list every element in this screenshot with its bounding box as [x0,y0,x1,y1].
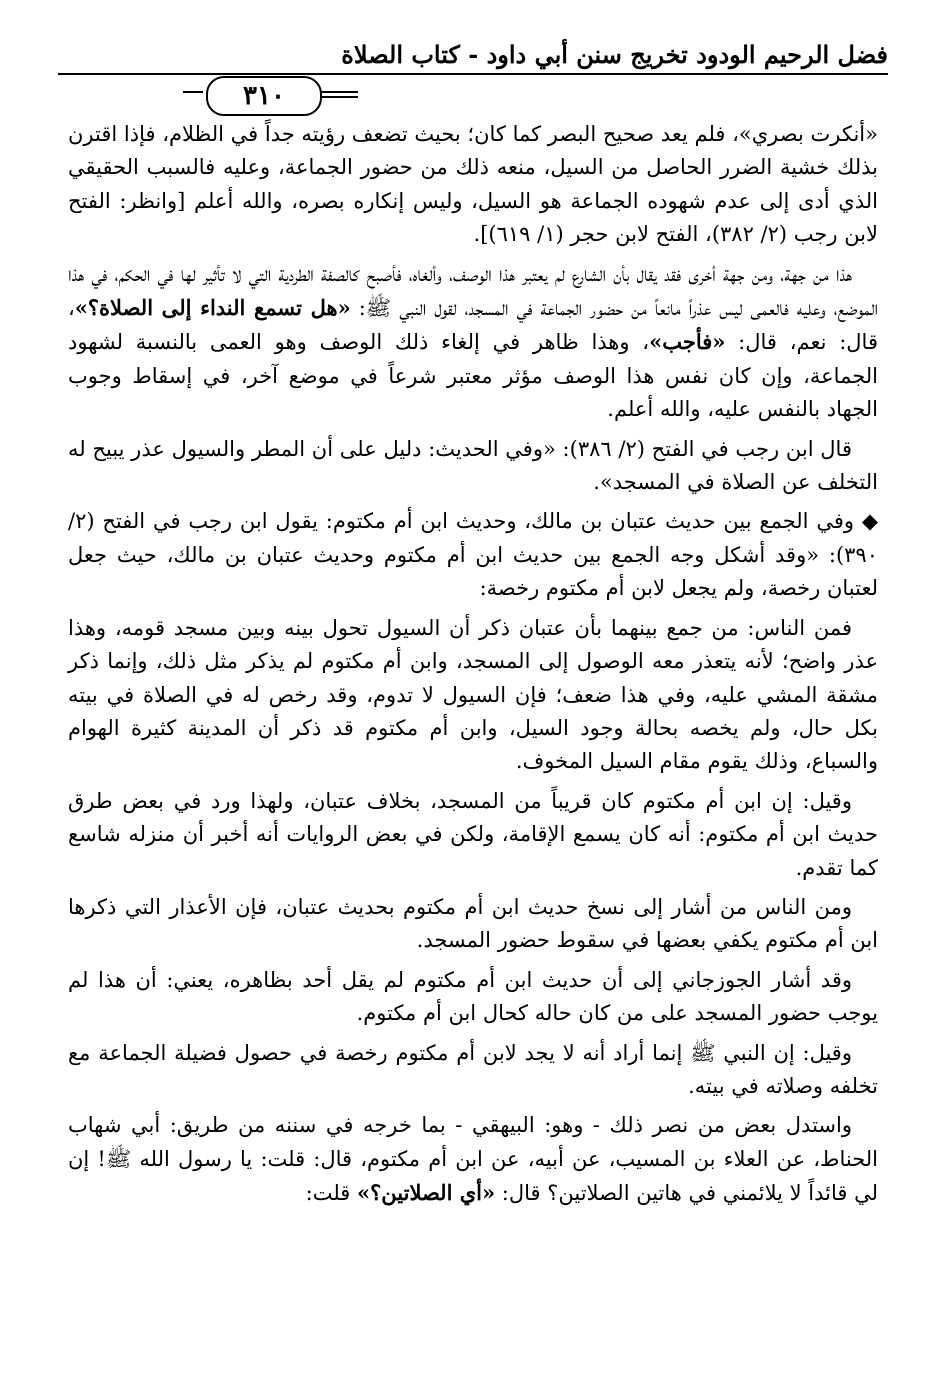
paragraph-2-text-middle: ، قال: نعم، قال: [68,296,878,355]
page-number: ٣١٠ [206,76,322,116]
paragraph-2-text-after: ، وهذا ظاهر في إلغاء ذلك الوصف وهو العمى بالنسبة لشهود الجماعة، وإن كان نفس هذا الوصف مؤثر معتبر شرعاً في موضع آخر، في إسقاط وجوب الجهاد بالنفس عليه، والله أعلم. [68,330,878,422]
paragraph-10-text-after: قلت: [305,1181,357,1206]
hadith-quote-bold: «هل تسمع النداء إلى الصلاة؟» [74,295,351,321]
paragraph-5: فمن الناس: من جمع بينهما بأن عتبان ذكر أن السيول تحول بينه وبين مسجد قومه، وهذا عذر واضح؛ لأنه يتعذر معه الوصول إلى المسجد، وابن أم مكتوم لم يذكر مثل ذلك، وإنما ذكر مشقة المشي عليه، وفي هذا ضعف؛ فإن السيول لا تدوم، وقد رخص له في الصلاة في بيته بكل حال، ولم يخصه بحالة وجود السيل، وابن أم مكتوم قد ذكر أن المدينة كثيرة الهوام والسباع، وذلك يقوم مقام السيل المخوف. [68,615,878,774]
which-prayers-bold: «أي الصلاتين؟» [357,1180,496,1206]
paragraph-6: وقيل: إن ابن أم مكتوم كان قريباً من المسجد، بخلاف عتبان، ولهذا ورد في بعض طرق حديث ابن أم مكتوم: أنه كان يسمع الإقامة، ولكن في بعض الروايات أنه أخبر أن منزله شاسع كما تقدم. [68,788,878,880]
paragraph-9: وقيل: إن النبي ﷺ إنما أراد أنه لا يجد لابن أم مكتوم رخصة في حصول فضيلة الجماعة مع تخلفه وصلاته في بيته. [68,1040,878,1098]
paragraph-2-text-before: هذا من جهة، ومن جهة أخرى فقد يقال بأن الشارع لم يعتبر هذا الوصف، وألغاه، فأصبح كالصفة الطردية التي لا تأثير لها في الحكم، في هذا الموضع، وعليه فالعمى ليس عذراً مانعاً من حضور الجماعة في المسجد، لقول النبي ﷺ: [68,261,879,321]
paragraph-10 [68,1109,878,1210]
paragraph-3: قال ابن رجب في الفتح (٢/ ٣٨٦): «وفي الحديث: دليل على أن المطر والسيول عذر يبيح له التخلف عن الصلاة في المسجد». [68,436,878,495]
paragraph-2 [68,258,878,427]
hadith-answer-bold: «فأجب» [649,329,726,355]
ornament-line-right-2 [320,96,358,98]
page-header [58,38,888,111]
paragraph-10-text-before: واستدل بعض من نصر ذلك - وهو: البيهقي - بما خرجه في سننه من طريق: أبي شهاب الحناط، عن العلاء بن المسيب، عن أبيه، عن ابن أم مكتوم، قال: قلت: يا رسول الله ﷺ! إن لي قائداً لا يلائمني في هاتين الصلاتين؟ قال: [68,1113,878,1206]
paragraph-4: ◆ وفي الجمع بين حديث عتبان بن مالك، وحديث ابن أم مكتوم: يقول ابن رجب في الفتح (٢/ ٣٩٠): «وقد أشكل وجه الجمع بين حديث ابن أم مكتوم وحديث عتبان بن مالك، حيث جعل لعتبان رخصة، ولم يجعل لابن أم مكتوم رخصة: [68,509,878,601]
paragraph-1: «أنكرت بصري»، فلم يعد صحيح البصر كما كان؛ بحيث تضعف رؤيته جداً في الظلام، فإذا اقترن بذلك خشية الضرر الحاصل من السيل، منعه ذلك من حضور الجماعة، وعليه فالسبب الحقيقي الذي أدى إلى عدم شهوده الجماعة هو السيل، وليس إنكاره بصره، والله أعلم [وانظر: الفتح لابن رجب (٢/ ٣٨٢)، الفتح لابن حجر (١/ ٦١٩)]. [68,122,878,247]
ornament-line-right [320,91,358,93]
paragraph-8: وقد أشار الجوزجاني إلى أن حديث ابن أم مكتوم لم يقل أحد بظاهره، يعني: أن هذا لم يوجب حضور المسجد على من كان حاله كحال ابن أم مكتوم. [68,967,878,1026]
paragraph-7: ومن الناس من أشار إلى نسخ حديث ابن أم مكتوم بحديث عتبان، فإن الأعذار التي ذكرها ابن أم مكتوم يكفي بعضها في سقوط حضور المسجد. [68,894,878,953]
running-title: فضل الرحيم الودود تخريج سنن أبي داود - كتاب الصلاة [341,40,888,69]
page-body [68,118,878,1217]
page-number-ornament [58,58,888,111]
ornament-line-left [183,91,203,93]
